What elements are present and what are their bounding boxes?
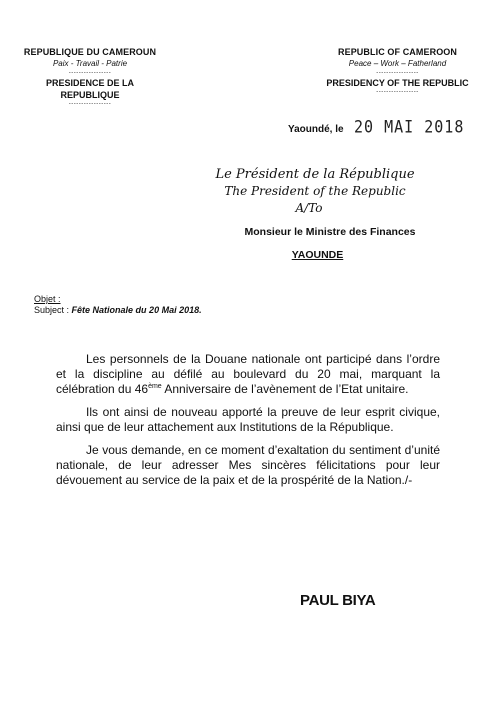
recipient-city: YAOUNDE	[291, 249, 344, 261]
subject-block	[34, 294, 202, 316]
body-superscript: ème	[148, 383, 162, 390]
header-left-block	[20, 46, 160, 107]
subject-label-fr: Objet :	[34, 294, 61, 304]
header-divider: -----------------	[68, 101, 112, 107]
body-paragraph-1-part-b: Anniversaire de l’avènement de l’Etat unitaire.	[161, 382, 409, 396]
date-stamp: 20 MAI 2018	[354, 117, 465, 137]
dateline	[288, 117, 465, 137]
sender-title-en: The President of the Republic	[224, 184, 406, 198]
recipient-name: Monsieur le Ministre des Finances	[244, 226, 416, 238]
letter-body	[56, 352, 440, 496]
sender-block	[190, 167, 440, 217]
header-divider: -----------------	[68, 70, 112, 76]
body-paragraph	[56, 352, 440, 397]
body-paragraph-1-part-a: Les personnels de la Douane nationale ont participé dans l’ordre et la discipline au défilé au boulevard du 20 mai, marquant la célébration du 46	[56, 352, 440, 396]
addressee-marker: A/To	[295, 201, 323, 215]
header-office-en: PRESIDENCY OF THE REPUBLIC	[326, 78, 469, 88]
dateline-city: Yaoundé, le	[288, 124, 344, 135]
header-motto-en: Peace – Work – Fatherland	[348, 59, 447, 68]
header-motto-fr: Paix - Travail - Patrie	[52, 59, 128, 68]
signature-name: PAUL BIYA	[300, 592, 376, 609]
header-office-fr: PRESIDENCE DE LA REPUBLIQUE	[45, 78, 134, 100]
subject-value: Fête Nationale du 20 Mai 2018.	[71, 305, 202, 315]
header-right-block	[325, 46, 470, 95]
sender-title-fr: Le Président de la République	[215, 167, 415, 182]
header-country-fr: REPUBLIQUE DU CAMEROUN	[23, 47, 157, 57]
body-paragraph: Je vous demande, en ce moment d’exaltation du sentiment d’unité nationale, de leur adresser Mes sincères félicitations pour leur dévouement au service de la paix et de la prospérité de la Nation./-	[56, 443, 440, 487]
header-divider: -----------------	[376, 70, 419, 76]
body-paragraph: Ils ont ainsi de nouveau apporté la preuve de leur esprit civique, ainsi que de leur attachement aux Institutions de la République.	[56, 405, 440, 434]
header-country-en: REPUBLIC OF CAMEROON	[338, 47, 457, 57]
header-divider: -----------------	[376, 89, 419, 95]
subject-label-en: Subject :	[34, 305, 70, 315]
